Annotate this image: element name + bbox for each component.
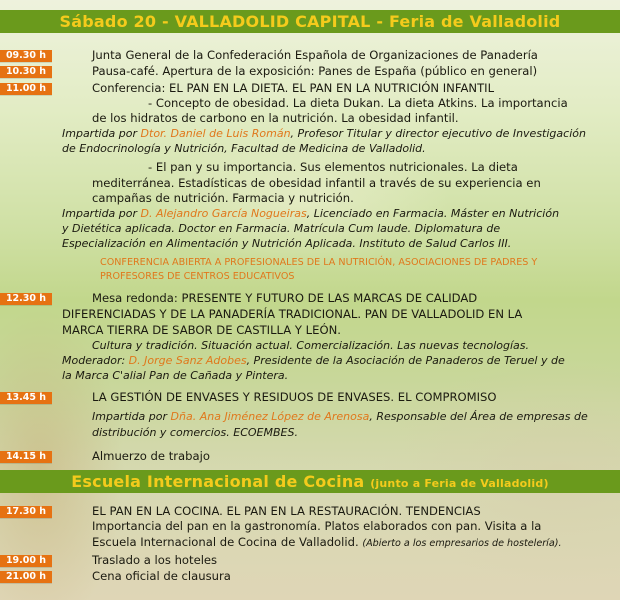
event-1415: Almuerzo de trabajo [92, 449, 210, 463]
conf2-line1: - El pan y su importancia. Sus elementos nutricionales. La dieta [148, 160, 518, 174]
day-banner [0, 10, 620, 33]
event-1345-speaker-line1: Impartida por Dña. Ana Jiménez López de Arenosa, Responsable del Área de empresas de [92, 410, 588, 423]
conf2-line3: campañas de nutrición. Farmacia y nutrición. [92, 191, 354, 205]
day-banner-title: Sábado 20 - VALLADOLID CAPITAL - Feria de Valladolid [59, 12, 561, 31]
conf2-speaker-line3: Especialización en Alimentación y Nutrición Aplicada. Instituto de Salud Carlos III. [62, 237, 512, 250]
conf2-line2: mediterránea. Estadísticas de obesidad infantil a través de su experiencia en [92, 176, 541, 190]
event-1230-topics: Cultura y tradición. Situación actual. Comercialización. Las nuevas tecnologías. [92, 339, 529, 352]
event-1730-line3: Escuela Internacional de Cocina de Valladolid. (Abierto a los empresarios de hostelería). [92, 535, 562, 549]
time-badge-1100: 11.00 h [0, 83, 52, 95]
conference-note-line1: CONFERENCIA ABIERTA A PROFESIONALES DE LA NUTRICIÓN, ASOCIACIONES DE PADRES Y [100, 257, 538, 268]
event-1345-speaker-name: Dña. Ana Jiménez López de Arenosa [170, 410, 370, 423]
venue-banner [0, 470, 620, 493]
event-1230-line1: Mesa redonda: PRESENTE Y FUTURO DE LAS MARCAS DE CALIDAD [92, 291, 478, 305]
event-1730-line2: Importancia del pan en la gastronomía. Platos elaborados con pan. Visita a la [92, 519, 542, 533]
event-1030: Pausa-café. Apertura de la exposición: Panes de España (público en general) [92, 64, 538, 78]
event-1730-line1: EL PAN EN LA COCINA. EL PAN EN LA RESTAURACIÓN. TENDENCIAS [92, 504, 481, 518]
conf2-speaker-line1: Impartida por D. Alejandro García Nogueiras, Licenciado en Farmacia. Máster en Nutrición [62, 207, 560, 220]
event-1230-line2: DIFERENCIADAS Y DE LA PANADERÍA TRADICIONAL. PAN DE VALLADOLID EN LA [62, 307, 523, 321]
time-badge-0930: 09.30 h [0, 50, 52, 62]
moderator-name: D. Jorge Sanz Adobes [128, 354, 247, 367]
time-badge-2100: 21.00 h [0, 571, 52, 583]
conf2-speaker-name: D. Alejandro García Nogueiras [140, 207, 307, 220]
time-badge-1030: 10.30 h [0, 66, 52, 78]
conf1-speaker-name: Dtor. Daniel de Luis Román [140, 127, 291, 140]
moderator-line2: la Marca C'alial Pan de Cañada y Pintera. [62, 369, 289, 382]
conference-note-line2: PROFESORES DE CENTROS EDUCATIVOS [100, 271, 295, 282]
time-badge-1345: 13.45 h [0, 392, 52, 404]
event-2100: Cena oficial de clausura [92, 569, 231, 583]
event-1345-speaker-line2: distribución y comercios. ECOEMBES. [92, 426, 298, 439]
event-1345: LA GESTIÓN DE ENVASES Y RESIDUOS DE ENVASES. EL COMPROMISO [92, 390, 497, 404]
event-1730-note: (Abierto a los empresarios de hostelería). [362, 538, 562, 549]
moderator-line1: Moderador: D. Jorge Sanz Adobes, Presidente de la Asociación de Panaderos de Teruel y de [62, 354, 565, 367]
event-0930: Junta General de la Confederación Española de Organizaciones de Panadería [92, 48, 538, 62]
conf1-line2: de los hidratos de carbono en la nutrición. La obesidad infantil. [92, 111, 459, 125]
time-badge-1900: 19.00 h [0, 555, 52, 567]
conf1-speaker-line2: de Endocrinología y Nutrición, Facultad de Medicina de Valladolid. [62, 142, 426, 155]
time-badge-1230: 12.30 h [0, 293, 52, 305]
time-badge-1415: 14.15 h [0, 451, 52, 463]
time-badge-1730: 17.30 h [0, 506, 52, 518]
event-1900: Traslado a los hoteles [92, 553, 218, 567]
conf1-speaker-line1: Impartida por Dtor. Daniel de Luis Román, Profesor Titular y director ejecutivo de Investigación [62, 127, 586, 140]
event-1100: Conferencia: EL PAN EN LA DIETA. EL PAN EN LA NUTRICIÓN INFANTIL [92, 81, 495, 95]
venue-banner-subtitle: (junto a Feria de Valladolid) [370, 477, 549, 490]
conf1-line1: - Concepto de obesidad. La dieta Dukan. La dieta Atkins. La importancia [148, 96, 568, 110]
venue-banner-title: Escuela Internacional de Cocina [71, 472, 365, 491]
event-1230-line3: MARCA TIERRA DE SABOR DE CASTILLA Y LEÓN. [62, 323, 341, 337]
conf2-speaker-line2: y Dietética aplicada. Doctor en Farmacia. Matrícula Cum laude. Diplomatura de [62, 222, 501, 235]
